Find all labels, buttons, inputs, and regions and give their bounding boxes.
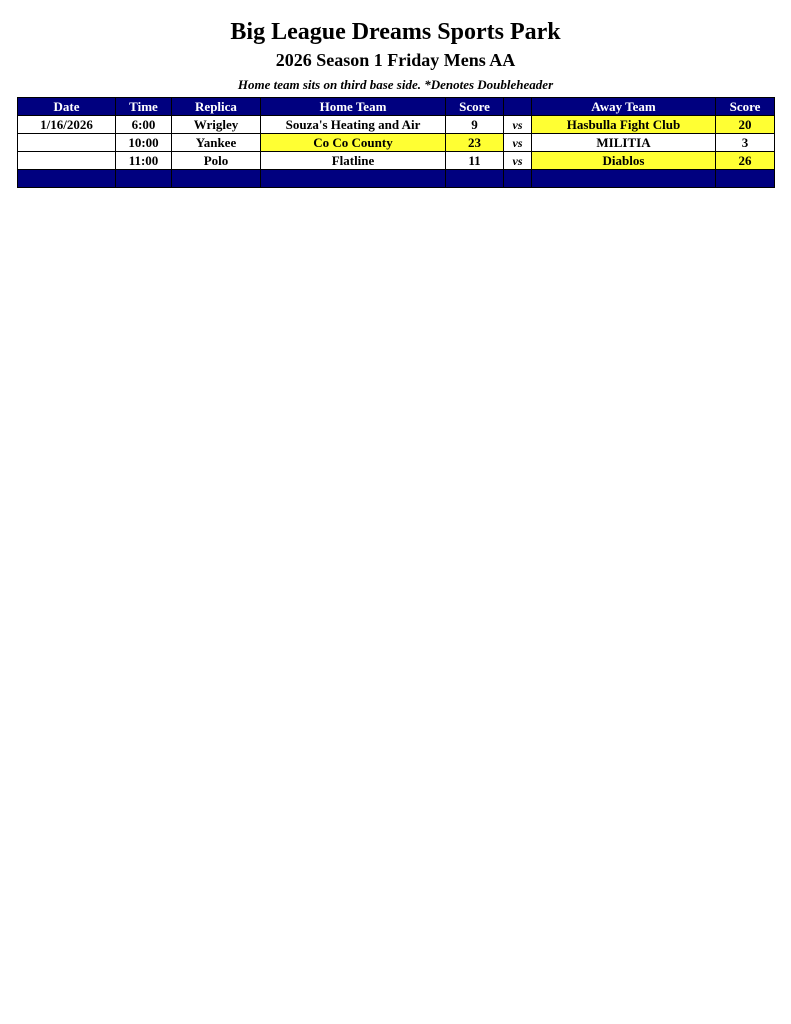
cell-replica: Yankee (172, 134, 261, 152)
table-row (18, 152, 775, 170)
cell-home-score: 11 (446, 152, 504, 170)
cell-time: 6:00 (116, 116, 172, 134)
cell-away-team: Hasbulla Fight Club (532, 116, 716, 134)
cell-away-team: Diablos (532, 152, 716, 170)
cell-replica: Wrigley (172, 116, 261, 134)
col-header-home-team: Home Team (261, 98, 446, 116)
schedule-note: Home team sits on third base side. *Denotes Doubleheader (237, 77, 554, 92)
col-header-home-score: Score (446, 98, 504, 116)
col-header-time: Time (116, 98, 172, 116)
schedule-table (17, 97, 775, 188)
cell-away-score: 26 (716, 152, 775, 170)
footer-cell (261, 170, 446, 188)
page-subtitle: 2026 Season 1 Friday Mens AA (275, 50, 516, 70)
cell-away-team: MILITIA (532, 134, 716, 152)
footer-cell (172, 170, 261, 188)
cell-home-score: 23 (446, 134, 504, 152)
cell-vs: vs (504, 116, 532, 134)
cell-home-team: Flatline (261, 152, 446, 170)
footer-cell (116, 170, 172, 188)
footer-cell (446, 170, 504, 188)
footer-cell (716, 170, 775, 188)
table-row (18, 134, 775, 152)
table-row (18, 116, 775, 134)
cell-date (18, 134, 116, 152)
page-title: Big League Dreams Sports Park (230, 19, 561, 45)
col-header-away-team: Away Team (532, 98, 716, 116)
cell-home-team: Souza's Heating and Air (261, 116, 446, 134)
table-footer-row (18, 170, 775, 188)
footer-cell (532, 170, 716, 188)
cell-date (18, 152, 116, 170)
col-header-away-score: Score (716, 98, 775, 116)
cell-home-team: Co Co County (261, 134, 446, 152)
table-header-row (18, 98, 775, 116)
col-header-vs (504, 98, 532, 116)
col-header-replica: Replica (172, 98, 261, 116)
footer-cell (18, 170, 116, 188)
col-header-date: Date (18, 98, 116, 116)
cell-time: 11:00 (116, 152, 172, 170)
cell-replica: Polo (172, 152, 261, 170)
cell-time: 10:00 (116, 134, 172, 152)
footer-cell (504, 170, 532, 188)
cell-date: 1/16/2026 (18, 116, 116, 134)
cell-vs: vs (504, 152, 532, 170)
cell-away-score: 20 (716, 116, 775, 134)
cell-home-score: 9 (446, 116, 504, 134)
cell-away-score: 3 (716, 134, 775, 152)
cell-vs: vs (504, 134, 532, 152)
